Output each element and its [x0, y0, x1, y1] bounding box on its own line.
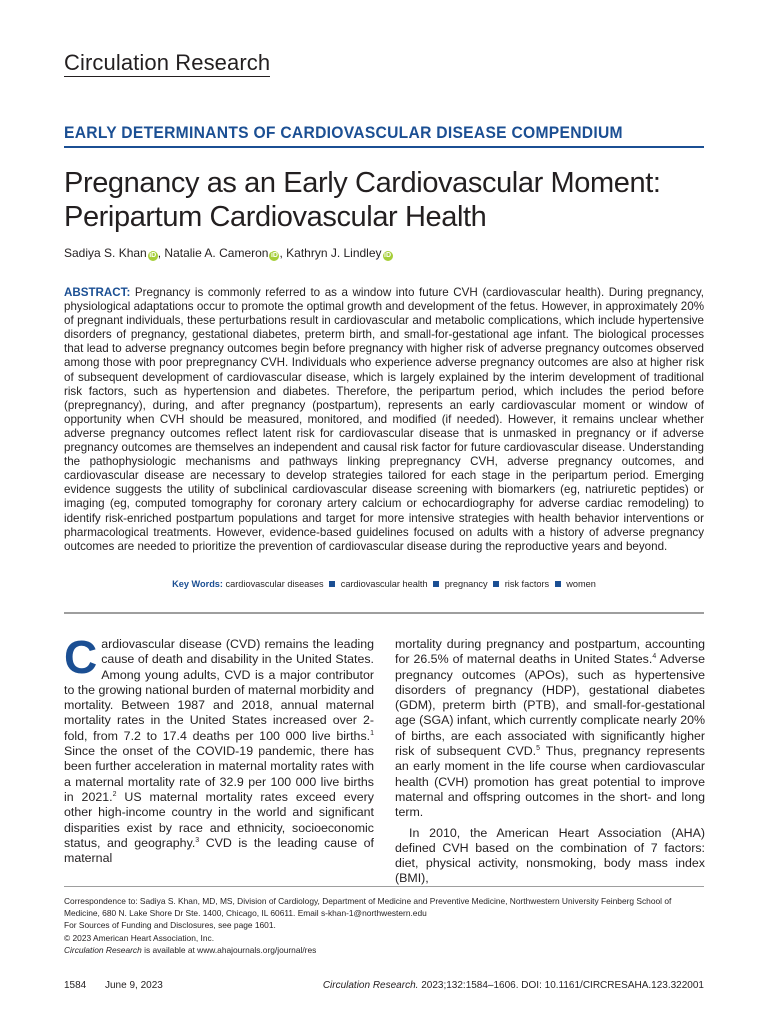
title-line-1: Pregnancy as an Early Cardiovascular Moment: [64, 167, 661, 199]
footnote-address: Medicine, 680 N. Lake Shore Dr Ste. 1400, Chicago, IL 60611. Email s-khan-1@northwestern.edu [64, 908, 427, 919]
keyword-separator-icon [493, 581, 499, 587]
body-text: ardiovascular disease (CVD) remains the leading cause of death and disability in the United States. Among young adults, CVD is a major contributor to the growing national burden of maternal morbidity and mortality. Between 1987 and 2018, annual maternal mortality rates in the United States increased over 2-fold, from 7.2 to 17.4 deaths per 100 000 live births. [64, 637, 374, 743]
orcid-icon[interactable]: iD [149, 252, 157, 259]
section-divider [64, 146, 704, 148]
body-text: Since the onset of the COVID-19 pandemic, there has been further acceleration in maternal mortality rates with a maternal mortality rate of 32.9 per 100 000 live births in 2021. [64, 744, 374, 804]
reference-link[interactable]: 1 [370, 729, 374, 737]
section-label: EARLY DETERMINANTS OF CARDIOVASCULAR DISEASE COMPENDIUM [64, 123, 623, 142]
abstract-text: Pregnancy is commonly referred to as a window into future CVH (cardiovascular health). During pregnancy, physiological adaptations occur to promote the optimal growth and development of the fetus. However, in approximately 20% of pregnant individuals, these perturbations result in cardiovascular and metabolic complications, which include hypertensive disorders of pregnancy, gestational diabetes, preterm birth, and small-for-gestational age infant. The biological processes that lead to adverse pregnancy outcomes begin before pregnancy with higher risk of adverse pregnancy outcomes observed among those with poor prepregnancy CVH. Individuals who experience adverse pregnancy outcomes are also at higher risk of subsequent development of cardiovascular disease, which is largely explained by the interim development of traditional risk factors, such as hypertension and diabetes. Therefore, the peripartum period, which includes the period before (prepregnancy), during, and after pregnancy (postpartum), represents an early cardiovascular moment or window of opportunity when CVH should be measured, monitored, and modified (if needed). However, it remains unclear whether adverse pregnancy outcomes reflect latent risk for cardiovascular disease that is unmasked in pregnancy or if adverse pregnancy outcomes are themselves an independent and causal risk factor for future cardiovascular disease. Understanding the pathophysiologic mechanisms and pathways linking prepregnancy CVH, adverse pregnancy outcomes, and cardiovascular disease are necessary to develop strategies tailored for each stage in the peripartum period. Emerging evidence suggests the utility of subclinical cardiovascular disease screening with biomarkers (eg, natriuretic peptides) or imaging (eg, computed tomography for coronary artery calcium or echocardiography for adverse cardiac remodeling) to identify risk-enriched postpartum populations and target for more intensive strategies with health behavior interventions or pharmacological treatments. However, evidence-based guidelines focused on adults with a history of adverse pregnancy outcomes are needed to prioritize the prevention of cardiovascular disease during the reproductive years and beyond. [64, 286, 704, 553]
body-text: US maternal mortality rates exceed every other high-income country in the world and significant disparities exist by race and ethnicity, socioeconomic status, and geography. [64, 789, 375, 850]
drop-cap: C [64, 631, 98, 683]
body-paragraph [64, 631, 375, 866]
orcid-icon[interactable]: iD [384, 252, 392, 259]
article-title [64, 166, 714, 234]
keyword[interactable]: women [566, 579, 596, 589]
author-list [64, 246, 393, 261]
orcid-icon[interactable]: iD [270, 252, 278, 259]
keywords-label: Key Words: [172, 579, 223, 589]
journal-name-italic: Circulation Research [64, 944, 142, 955]
author-separator: , [279, 246, 287, 260]
author-name[interactable]: Sadiya S. Khan [64, 246, 147, 260]
journal-name: Circulation Research [64, 50, 271, 75]
footnote-copyright: © 2023 American Heart Association, Inc. [64, 932, 215, 943]
body-text: mortality during pregnancy and postpartum, accounting for 26.5% of maternal deaths in United States. [395, 637, 705, 667]
availability-text: is available at www.ahajournals.org/journal/res [141, 944, 317, 955]
title-line-2: Peripartum Cardiovascular Health [64, 201, 487, 233]
keyword[interactable]: pregnancy [444, 579, 488, 589]
citation-text: 2023;132:1584–1606. DOI: 10.1161/CIRCRESAHA.123.322001 [418, 980, 704, 991]
author-separator: , [157, 246, 165, 260]
body-paragraph: In 2010, the American Heart Association (AHA) defined CVH based on the combination of 7 factors: diet, physical activity, nonsmoking, body mass index (BMI), [395, 825, 705, 886]
body-text: Adverse pregnancy outcomes (APOs), such as hypertensive disorders of pregnancy (HDP), gestational diabetes (GDM), preterm birth (PTB), and small-for-gestational age (SGA) infant, which currently complicate nearly 20% of births, are each associated with significantly higher risk of subsequent CVD. [395, 652, 705, 759]
abstract [64, 286, 704, 554]
abstract-label: ABSTRACT: [64, 286, 131, 299]
citation-journal: Circulation Research. [322, 980, 419, 991]
body-column-left [64, 631, 375, 866]
keyword-separator-icon [329, 581, 335, 587]
footnotes [64, 895, 724, 956]
reference-link[interactable]: 2 [112, 790, 117, 798]
body-paragraph [395, 637, 705, 821]
page-number: 1584 [64, 980, 87, 991]
body-divider [64, 612, 704, 614]
keyword[interactable]: cardiovascular health [340, 579, 428, 589]
citation [323, 980, 704, 991]
reference-link[interactable]: 3 [195, 836, 200, 844]
footnote-divider [64, 886, 704, 887]
footnote-correspondence: Correspondence to: Sadiya S. Khan, MD, MS, Division of Cardiology, Department of Medicine and Preventive Medicine, Northwestern University Feinberg School of [64, 896, 672, 906]
body-text: Thus, pregnancy represents an early moment in the life course when cardiovascular health (CVH) promotion has great potential to improve maternal and offspring outcomes in the short- and long term. [395, 744, 706, 820]
body-text: CVD is the leading cause of maternal [64, 835, 374, 866]
author-name[interactable]: Natalie A. Cameron [164, 246, 269, 260]
footnote-availability [64, 944, 724, 956]
keyword[interactable]: risk factors [504, 579, 550, 589]
keywords [0, 579, 768, 589]
publication-date: June 9, 2023 [105, 980, 163, 991]
keyword-separator-icon [555, 581, 561, 587]
author-name[interactable]: Kathryn J. Lindley [286, 246, 382, 260]
reference-link[interactable]: 5 [536, 744, 541, 752]
keyword-separator-icon [433, 581, 439, 587]
reference-link[interactable]: 4 [652, 653, 657, 661]
body-column-right [395, 637, 705, 887]
footnote-funding: For Sources of Funding and Disclosures, see page 1601. [64, 920, 276, 931]
keyword[interactable]: cardiovascular diseases [225, 579, 324, 589]
